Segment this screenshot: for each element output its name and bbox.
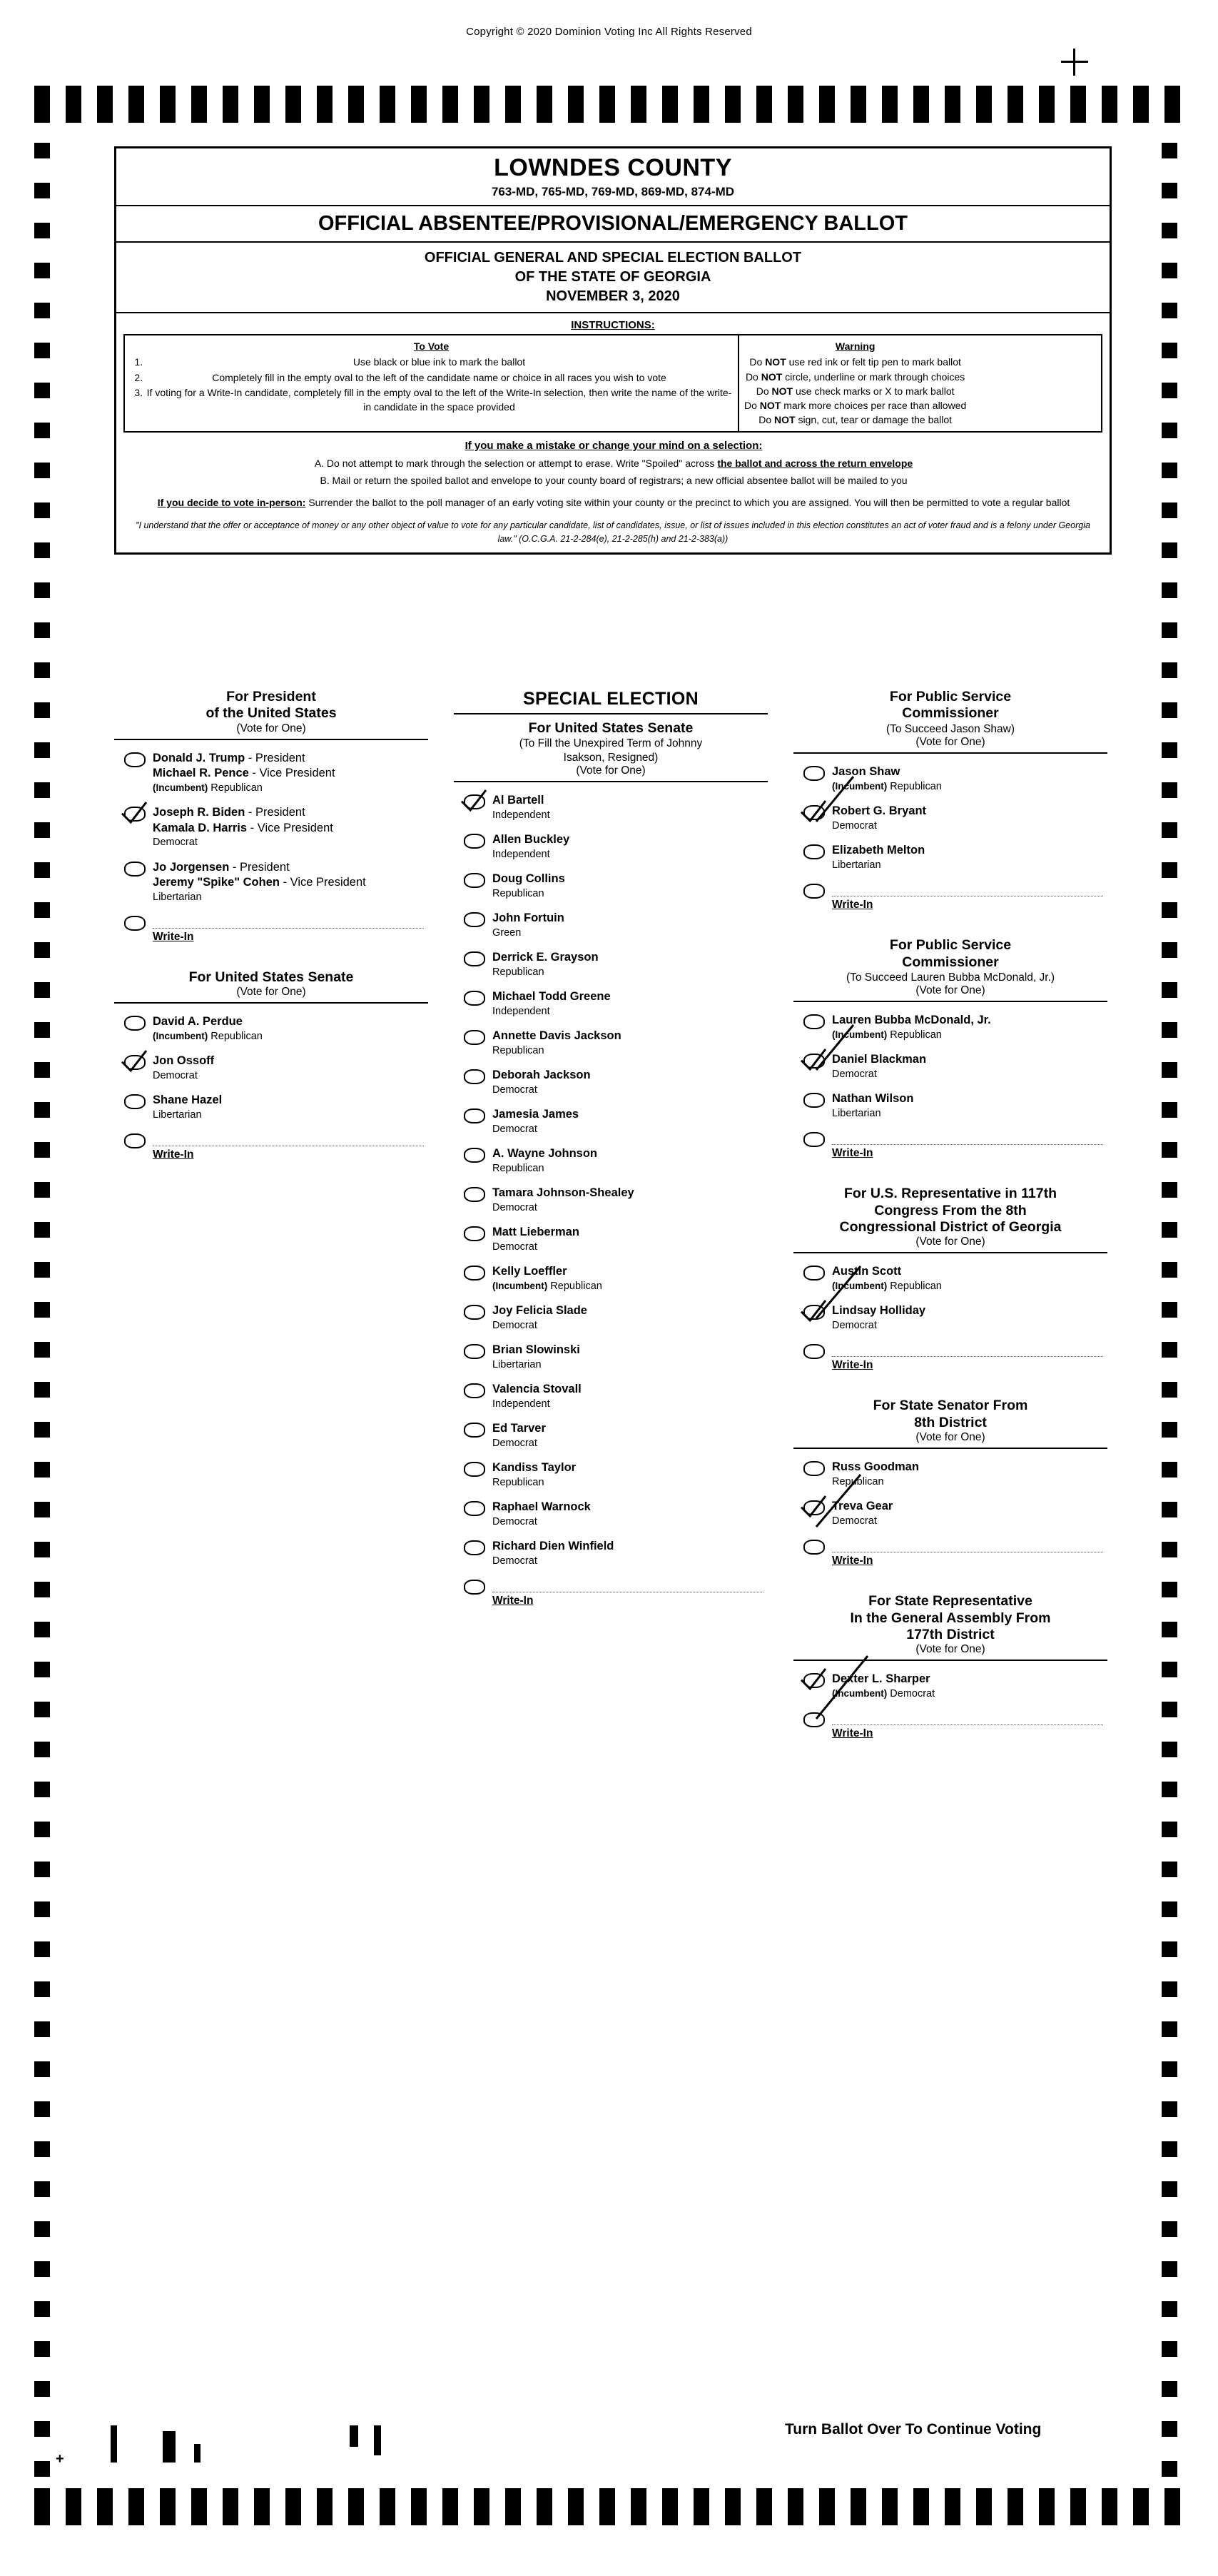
candidate-party: Democrat — [832, 1515, 877, 1527]
contest-rule — [114, 739, 428, 740]
vote-oval[interactable] — [124, 807, 146, 822]
contest-rule — [793, 1660, 1107, 1661]
stray-mark — [350, 2425, 358, 2447]
candidate-name: Russ Goodman — [832, 1460, 919, 1474]
candidate-name: Jo Jorgensen - President — [153, 860, 290, 874]
candidate-name: Treva Gear — [832, 1500, 893, 1513]
vote-oval[interactable] — [803, 1014, 825, 1029]
candidate-option[interactable] — [454, 1495, 768, 1534]
candidate-option[interactable] — [454, 906, 768, 945]
write-in-option[interactable] — [793, 877, 1107, 913]
candidate-name: Lindsay Holliday — [832, 1304, 926, 1318]
contest-psc-shaw — [793, 689, 1107, 931]
contest-rule — [114, 1002, 428, 1004]
candidate-name: Nathan Wilson — [832, 1092, 914, 1106]
write-in-line — [832, 1144, 1103, 1145]
candidate-option[interactable] — [114, 746, 428, 800]
contest-title: For President of the United States — [205, 689, 337, 722]
candidate-party: Republican — [492, 1476, 544, 1488]
vote-oval[interactable] — [124, 1055, 146, 1070]
write-in-label: Write-In — [832, 1555, 873, 1567]
candidate-name: A. Wayne Johnson — [492, 1147, 597, 1161]
vote-oval[interactable] — [464, 1226, 485, 1241]
special-election-header: SPECIAL ELECTION — [522, 689, 699, 709]
candidate-option[interactable] — [454, 1455, 768, 1495]
candidate-option[interactable] — [793, 1008, 1107, 1047]
vote-for-instruction: (Vote for One) — [236, 986, 306, 999]
candidate-name: Joy Felicia Slade — [492, 1304, 587, 1318]
candidate-name: Austin Scott — [832, 1265, 902, 1278]
contest-title: For State Representative In the General Assembly From 177th District — [850, 1593, 1051, 1643]
running-mate-name: Michael R. Pence - Vice President — [153, 767, 335, 780]
in-person-text: Surrender the ballot to the poll manager of an early voting site within your county or the precinct to which you are assigned. You will then be permitted to vote a regular ballot — [308, 496, 1070, 508]
write-in-option[interactable] — [793, 1126, 1107, 1161]
spacer — [114, 1163, 428, 1181]
vote-oval[interactable] — [803, 844, 825, 859]
vote-for-instruction: (Vote for One) — [236, 722, 306, 734]
to-vote-header: To Vote — [413, 340, 450, 352]
vote-oval[interactable] — [803, 1093, 825, 1108]
candidate-party: (Incumbent) Republican — [153, 1030, 263, 1042]
mistake-header: If you make a mistake or change your mind on a selection: — [465, 439, 763, 452]
vote-oval[interactable] — [803, 1266, 825, 1281]
candidate-party: Green — [492, 926, 522, 939]
candidate-party: (Incumbent) Republican — [832, 780, 942, 792]
precinct-list: 763-MD, 765-MD, 769-MD, 869-MD, 874-MD — [491, 185, 735, 198]
vote-oval[interactable] — [464, 1069, 485, 1084]
candidate-name: Jason Shaw — [832, 765, 900, 779]
contest-psc-mcdonald — [793, 937, 1107, 1180]
candidate-option[interactable] — [793, 759, 1107, 799]
vote-oval[interactable] — [803, 1344, 825, 1359]
candidate-party: Republican — [492, 966, 544, 978]
stray-mark — [111, 2425, 117, 2463]
to-vote-item: 2. Completely fill in the empty oval to the left of the candidate name or choice in all races you wish to vote — [146, 370, 733, 385]
candidate-name: David A. Perdue — [153, 1015, 243, 1029]
spacer — [793, 913, 1107, 931]
contest-title: For Public Service Commissioner — [889, 937, 1012, 970]
election-title-1: OFFICIAL GENERAL AND SPECIAL ELECTION BALLOT — [424, 250, 802, 266]
vote-oval[interactable] — [803, 1054, 825, 1069]
candidate-option[interactable] — [793, 1259, 1107, 1298]
candidate-option[interactable] — [454, 1338, 768, 1377]
to-vote-item: 1. Use black or blue ink to mark the ballot — [146, 355, 733, 369]
timing-marks-top — [34, 86, 1184, 123]
warning-item: Do NOT circle, underline or mark through choices — [745, 370, 965, 383]
copyright-notice: Copyright © 2020 Dominion Voting Inc All Rights Reserved — [466, 26, 752, 38]
candidate-party: Democrat — [492, 1084, 537, 1096]
candidate-option[interactable] — [454, 1102, 768, 1141]
warning-item: Do NOT use check marks or X to mark ballot — [756, 385, 955, 397]
candidate-option[interactable] — [454, 1534, 768, 1573]
stray-mark — [194, 2444, 201, 2463]
contest-title: For U.S. Representative in 117th Congress From the 8th Congressional District of Georgia — [839, 1186, 1062, 1236]
vote-oval[interactable] — [464, 1108, 485, 1123]
candidate-name: Robert G. Bryant — [832, 804, 927, 818]
vote-oval[interactable] — [803, 766, 825, 781]
spacer — [114, 945, 428, 964]
write-in-label: Write-In — [832, 1359, 873, 1372]
candidate-option[interactable] — [454, 1024, 768, 1063]
candidate-name: Richard Dien Winfield — [492, 1540, 614, 1553]
vote-oval[interactable] — [803, 1305, 825, 1320]
vote-oval[interactable] — [803, 1461, 825, 1476]
contest-rule — [793, 1001, 1107, 1002]
vote-oval[interactable] — [464, 1423, 485, 1438]
candidate-name: Donald J. Trump - President — [153, 751, 305, 764]
election-title-2: OF THE STATE OF GEORGIA — [514, 269, 711, 285]
vote-oval[interactable] — [803, 1540, 825, 1555]
candidate-name: Shane Hazel — [153, 1093, 223, 1107]
write-in-line — [153, 928, 424, 929]
timing-marks-left — [34, 143, 50, 2470]
write-in-label: Write-In — [832, 1727, 873, 1740]
vote-oval[interactable] — [464, 1462, 485, 1477]
candidate-option[interactable] — [793, 1047, 1107, 1086]
vote-oval[interactable] — [803, 1500, 825, 1515]
candidate-party: Libertarian — [492, 1358, 542, 1370]
vote-oval[interactable] — [464, 873, 485, 888]
running-mate-name: Jeremy "Spike" Cohen - Vice President — [153, 876, 366, 889]
candidate-option[interactable] — [454, 867, 768, 906]
candidate-party: Democrat — [153, 1069, 198, 1081]
warning-cell — [739, 335, 971, 431]
candidate-name: Jon Ossoff — [153, 1054, 215, 1068]
vote-oval[interactable] — [803, 1712, 825, 1727]
candidate-name: Brian Slowinski — [492, 1343, 580, 1357]
spacer — [454, 1609, 768, 1627]
candidate-party: Democrat — [492, 1319, 537, 1331]
ballot-type-row — [116, 206, 1110, 243]
candidate-party: Libertarian — [153, 891, 202, 903]
candidate-party: (Incumbent) Republican — [832, 1029, 942, 1041]
candidate-party: (Incumbent) Republican — [492, 1280, 602, 1292]
candidate-option[interactable] — [454, 1377, 768, 1416]
candidate-party: Democrat — [153, 837, 198, 849]
in-person-lead: If you decide to vote in-person: — [157, 496, 306, 508]
running-mate-name: Kamala D. Harris - Vice President — [153, 821, 333, 834]
contest-president — [114, 689, 428, 964]
contest-us-house-8 — [793, 1186, 1107, 1392]
instructions-table — [123, 334, 1102, 433]
vote-for-instruction: (Vote for One) — [576, 764, 646, 777]
vote-oval[interactable] — [464, 991, 485, 1006]
ballot-column-2 — [454, 689, 768, 1633]
candidate-party: (Incumbent) Democrat — [832, 1687, 935, 1699]
spacer — [793, 1161, 1107, 1180]
vote-for-instruction: (Vote for One) — [915, 1643, 985, 1656]
candidate-party: Libertarian — [832, 1107, 881, 1119]
vote-oval[interactable] — [464, 1030, 485, 1045]
contest-title: For State Senator From 8th District — [873, 1398, 1028, 1430]
vote-for-instruction: (Vote for One) — [915, 736, 985, 749]
candidate-party: Libertarian — [832, 859, 881, 871]
contest-title: For United States Senate — [188, 969, 354, 986]
special-election-rule — [454, 713, 768, 714]
candidate-party: Republican — [492, 1044, 544, 1056]
stray-mark — [163, 2431, 176, 2463]
contest-rule — [793, 1252, 1107, 1253]
write-in-line — [832, 1356, 1103, 1357]
vote-oval[interactable] — [124, 752, 146, 767]
candidate-option[interactable] — [454, 984, 768, 1024]
stray-mark — [374, 2425, 381, 2455]
candidate-party: (Incumbent) Republican — [832, 1280, 942, 1292]
contest-state-rep-177 — [793, 1593, 1107, 1760]
vote-oval[interactable] — [464, 1580, 485, 1595]
warning-item: Do NOT sign, cut, tear or damage the ballot — [758, 414, 953, 426]
candidate-party: Independent — [492, 848, 550, 860]
write-in-label: Write-In — [153, 931, 194, 944]
candidate-name: Al Bartell — [492, 794, 544, 807]
candidate-option[interactable] — [454, 1220, 768, 1259]
spacer — [793, 1742, 1107, 1760]
in-person-instructions — [125, 495, 1102, 510]
candidate-name: Dexter L. Sharper — [832, 1672, 930, 1686]
contest-title: For United States Senate — [528, 720, 694, 736]
candidate-name: Deborah Jackson — [492, 1069, 591, 1082]
vote-oval[interactable] — [464, 1501, 485, 1516]
timing-marks-right — [1162, 143, 1177, 2470]
candidate-party: Democrat — [492, 1201, 537, 1213]
write-in-line — [832, 1724, 1103, 1725]
candidate-party: Republican — [492, 1162, 544, 1174]
candidate-option[interactable] — [454, 1141, 768, 1181]
vote-oval[interactable] — [464, 1187, 485, 1202]
candidate-option[interactable] — [454, 827, 768, 867]
candidate-option[interactable] — [114, 1088, 428, 1127]
fraud-attestation: "I understand that the offer or acceptance of money or any other object of value to vote for any particular candidate, list of candidates, issue, or list of issues included in this election constitutes an act of voter fraud and is a felony under Georgia law." (O.C.G.A. 21-2-284(e), 21-2-285(h) and 21-2-383(a)) — [136, 520, 1090, 544]
vote-oval[interactable] — [464, 912, 485, 927]
vote-oval[interactable] — [803, 884, 825, 899]
contest-us-senate-special — [454, 720, 768, 1627]
contest-rule — [793, 752, 1107, 754]
write-in-label: Write-In — [832, 899, 873, 911]
candidate-option[interactable] — [454, 1063, 768, 1102]
candidate-name: John Fortuin — [492, 911, 564, 925]
vote-oval[interactable] — [464, 951, 485, 966]
candidate-party: Democrat — [832, 1319, 877, 1331]
candidate-name: Doug Collins — [492, 872, 565, 886]
to-vote-cell — [125, 335, 739, 431]
timing-marks-bottom — [34, 2488, 1184, 2525]
vote-oval[interactable] — [124, 1094, 146, 1109]
candidate-option[interactable] — [114, 1009, 428, 1049]
write-in-option[interactable] — [114, 1127, 428, 1163]
vote-for-instruction: (Vote for One) — [915, 1236, 985, 1248]
vote-oval[interactable] — [803, 805, 825, 820]
candidate-option[interactable] — [454, 1181, 768, 1220]
election-row — [116, 243, 1110, 313]
vote-for-instruction: (Vote for One) — [915, 984, 985, 997]
warning-list — [744, 355, 966, 427]
candidate-option[interactable] — [114, 855, 428, 909]
candidate-name: Joseph R. Biden - President — [153, 806, 305, 819]
candidate-party: Independent — [492, 1005, 550, 1017]
candidate-option[interactable] — [793, 1298, 1107, 1338]
candidate-option[interactable] — [454, 945, 768, 984]
candidate-name: Kandiss Taylor — [492, 1461, 577, 1475]
vote-oval[interactable] — [464, 1344, 485, 1359]
candidate-name: Raphael Warnock — [492, 1500, 591, 1514]
candidate-party: Independent — [492, 1398, 550, 1410]
mistake-option-a: A. Do not attempt to mark through the selection or attempt to erase. Write "Spoiled" across the ballot and across the return envelope — [314, 457, 913, 469]
candidate-option[interactable] — [454, 788, 768, 827]
contest-subtitle: (To Fill the Unexpired Term of Johnny Isakson, Resigned) — [519, 737, 703, 764]
contest-state-senate-8 — [793, 1398, 1107, 1587]
candidate-option[interactable] — [454, 1298, 768, 1338]
to-vote-list — [130, 355, 733, 414]
vote-oval[interactable] — [464, 1148, 485, 1163]
warning-item: Do NOT mark more choices per race than allowed — [744, 400, 967, 412]
warning-header: Warning — [835, 340, 876, 352]
spacer — [793, 1373, 1107, 1392]
instructions-row — [116, 313, 1110, 552]
candidate-name: Elizabeth Melton — [832, 844, 925, 857]
candidate-party: Democrat — [492, 1515, 537, 1527]
candidate-option[interactable] — [793, 1494, 1107, 1533]
candidate-party: (Incumbent) Republican — [153, 782, 263, 794]
contest-rule — [454, 781, 768, 782]
candidate-party: Democrat — [492, 1123, 537, 1135]
candidate-name: Kelly Loeffler — [492, 1265, 567, 1278]
vote-oval[interactable] — [464, 1305, 485, 1320]
write-in-label: Write-In — [492, 1595, 534, 1607]
mistake-option-b: B. Mail or return the spoiled ballot and envelope to your county board of registrars; a new official absentee ballot will be mailed to you — [320, 474, 908, 486]
vote-oval[interactable] — [464, 1383, 485, 1398]
write-in-option[interactable] — [793, 1706, 1107, 1742]
candidate-party: Democrat — [832, 1068, 877, 1080]
candidate-option[interactable] — [454, 1416, 768, 1455]
candidate-party: Republican — [832, 1475, 884, 1487]
candidate-party: Democrat — [492, 1437, 537, 1449]
candidate-party: Democrat — [492, 1555, 537, 1567]
contest-subtitle: (To Succeed Lauren Bubba McDonald, Jr.) — [846, 971, 1055, 984]
candidate-name: Matt Lieberman — [492, 1226, 579, 1239]
vote-for-instruction: (Vote for One) — [915, 1431, 985, 1444]
ballot-column-1 — [114, 689, 428, 1187]
contest-subtitle: (To Succeed Jason Shaw) — [885, 722, 1015, 735]
vote-oval[interactable] — [464, 794, 485, 809]
vote-oval[interactable] — [124, 1133, 146, 1148]
candidate-option[interactable] — [793, 1086, 1107, 1126]
candidate-name: Michael Todd Greene — [492, 990, 611, 1004]
alignment-plus-icon: + — [56, 2451, 64, 2467]
candidate-name: Ed Tarver — [492, 1422, 546, 1435]
candidate-option[interactable] — [454, 1259, 768, 1298]
candidate-name: Allen Buckley — [492, 833, 570, 847]
ballot-column-3 — [793, 689, 1107, 1766]
candidate-party: Independent — [492, 809, 550, 821]
county-name: LOWNDES COUNTY — [494, 154, 732, 181]
candidate-name: Tamara Johnson-Shealey — [492, 1186, 634, 1200]
ballot-header — [114, 146, 1112, 555]
write-in-option[interactable] — [793, 1338, 1107, 1373]
county-row — [116, 148, 1110, 206]
vote-oval[interactable] — [124, 1016, 146, 1031]
write-in-option[interactable] — [454, 1573, 768, 1609]
contest-title: For Public Service Commissioner — [889, 689, 1012, 722]
spacer — [793, 1569, 1107, 1587]
candidate-name: Jamesia James — [492, 1108, 579, 1121]
ballot-type: OFFICIAL ABSENTEE/PROVISIONAL/EMERGENCY BALLOT — [318, 212, 908, 235]
candidate-option[interactable] — [114, 800, 428, 854]
candidate-party: Libertarian — [153, 1108, 202, 1121]
write-in-label: Write-In — [153, 1148, 194, 1161]
turn-over-notice: Turn Ballot Over To Continue Voting — [785, 2421, 1042, 2438]
registration-mark-icon — [1061, 49, 1088, 76]
candidate-name: Daniel Blackman — [832, 1053, 927, 1066]
candidate-party: Democrat — [832, 819, 877, 832]
candidate-name: Lauren Bubba McDonald, Jr. — [832, 1014, 991, 1027]
candidate-party: Democrat — [492, 1241, 537, 1253]
election-date: NOVEMBER 3, 2020 — [546, 288, 680, 304]
candidate-name: Derrick E. Grayson — [492, 951, 599, 964]
candidate-option[interactable] — [114, 1049, 428, 1088]
candidate-name: Annette Davis Jackson — [492, 1029, 621, 1043]
vote-oval[interactable] — [124, 862, 146, 877]
candidate-option[interactable] — [793, 838, 1107, 877]
candidate-option[interactable] — [793, 1455, 1107, 1494]
warning-item: Do NOT use red ink or felt tip pen to mark ballot — [749, 356, 961, 368]
candidate-party: Republican — [492, 887, 544, 899]
write-in-option[interactable] — [114, 909, 428, 945]
vote-oval[interactable] — [464, 1266, 485, 1281]
contest-us-senate-perdue — [114, 969, 428, 1181]
vote-oval[interactable] — [803, 1673, 825, 1688]
write-in-option[interactable] — [793, 1533, 1107, 1569]
to-vote-item: 3. If voting for a Write-In candidate, completely fill in the empty oval to the left of the Write-In selection, then write the name of the write-in candidate in the space provided — [146, 385, 733, 415]
vote-oval[interactable] — [464, 834, 485, 849]
candidate-option[interactable] — [793, 799, 1107, 838]
vote-oval[interactable] — [464, 1540, 485, 1555]
instructions-label: INSTRUCTIONS: — [571, 319, 655, 331]
contest-rule — [793, 1448, 1107, 1449]
candidate-option[interactable] — [793, 1667, 1107, 1706]
vote-oval[interactable] — [124, 916, 146, 931]
candidate-name: Valencia Stovall — [492, 1383, 582, 1396]
write-in-label: Write-In — [832, 1147, 873, 1160]
vote-oval[interactable] — [803, 1132, 825, 1147]
